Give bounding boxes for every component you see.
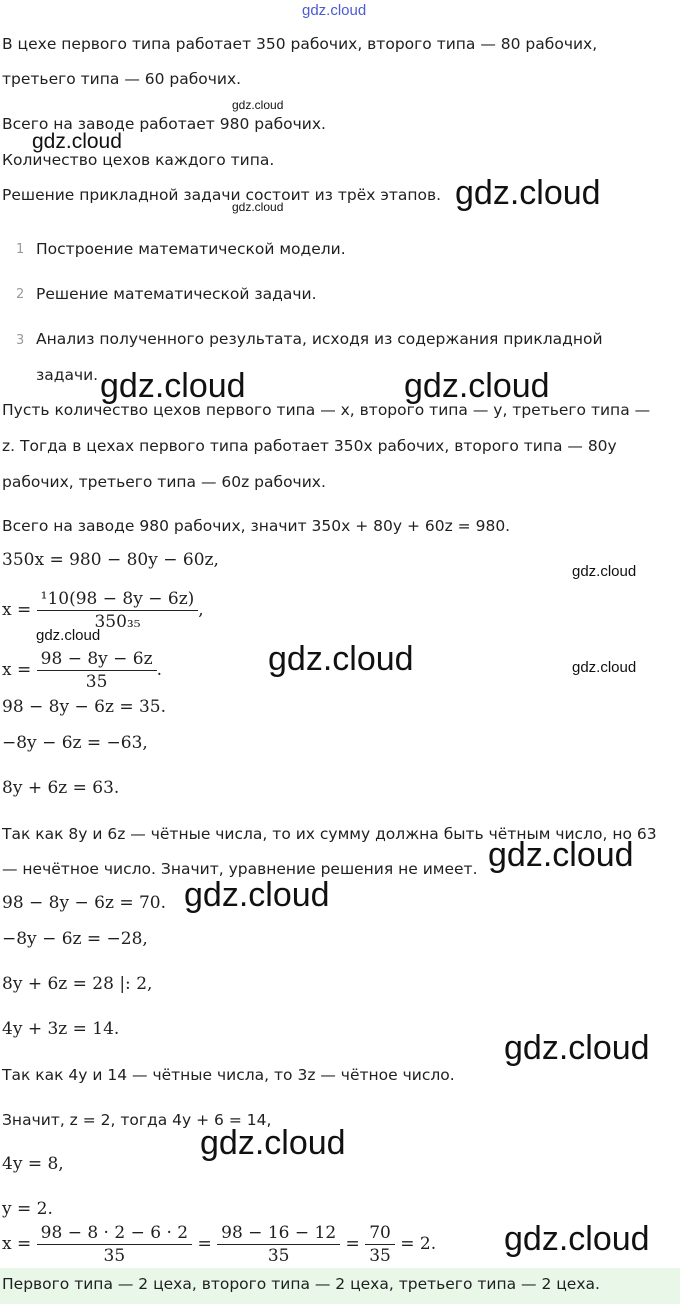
watermark: gdz.cloud bbox=[232, 98, 284, 112]
fraction-equation: x = $\frac{\text{¹10(98 − 8y − 6z)}}{\text{350₃₅}}$ , bbox=[2, 589, 204, 632]
fraction-denominator: 35 bbox=[267, 1246, 290, 1266]
answer-box bbox=[0, 1268, 680, 1304]
equation-line: 350x = 980 − 80y − 60z, bbox=[2, 550, 219, 570]
watermark: gdz.cloud bbox=[404, 367, 550, 405]
watermark: gdz.cloud bbox=[200, 1124, 346, 1162]
watermark: gdz.cloud bbox=[36, 627, 101, 644]
fraction-equation: x = $\frac{98 - 8y - 6z}{35}$ . bbox=[2, 649, 162, 692]
step-item-continued: задачи. bbox=[36, 366, 99, 384]
problem-text-line: В цехе первого типа работает 350 рабочих, второго типа — 80 рабочих, bbox=[2, 35, 598, 53]
fraction bbox=[217, 1222, 340, 1267]
reasoning-text: Значит, z = 2, тогда 4y + 6 = 14, bbox=[2, 1111, 272, 1129]
equation-line: 8y + 6z = 28 |: 2, bbox=[2, 974, 153, 994]
watermark: gdz.cloud bbox=[572, 563, 637, 580]
step-item: Решение математической задачи. bbox=[36, 285, 317, 303]
reasoning-text: Так как 8y и 6z — чётные числа, то их сумму должна быть чётным число, но 63 bbox=[2, 825, 657, 843]
solution-text-line: Пусть количество цехов первого типа — x, второго типа — y, третьего типа — bbox=[2, 401, 651, 419]
solution-text-line: рабочих, третьего типа — 60z рабочих. bbox=[2, 473, 326, 491]
reasoning-text: — нечётное число. Значит, уравнение решения не имеет. bbox=[2, 860, 478, 878]
equation-line: 98 − 8y − 6z = 35. bbox=[2, 697, 167, 717]
step-number: 2 bbox=[16, 287, 25, 302]
watermark: gdz.cloud bbox=[455, 174, 601, 212]
equation-line: y = 2. bbox=[2, 1199, 53, 1219]
equation-line: 8y + 6z = 63. bbox=[2, 778, 120, 798]
watermark: gdz.cloud bbox=[572, 659, 637, 676]
problem-text-line: третьего типа — 60 рабочих. bbox=[2, 70, 242, 88]
total-workers-text: Всего на заводе работает 980 рабочих. bbox=[2, 115, 326, 133]
watermark: gdz.cloud bbox=[184, 876, 330, 914]
equation-lhs: x = bbox=[2, 1234, 32, 1254]
fraction bbox=[365, 1222, 395, 1267]
step-item: Анализ полученного результата, исходя из содержания прикладной bbox=[36, 330, 603, 348]
fraction-denominator: 35 bbox=[369, 1246, 391, 1266]
equation-line: 4y = 8, bbox=[2, 1154, 64, 1174]
fraction-numerator: 98 − 8y − 6z bbox=[37, 648, 157, 671]
equation-lhs: x = bbox=[2, 660, 32, 680]
step-item: Построение математической модели. bbox=[36, 240, 346, 258]
equation-lhs: x = bbox=[2, 600, 32, 620]
fraction-numerator: 98 − 16 − 12 bbox=[217, 1222, 340, 1245]
fraction-numerator: 70 bbox=[365, 1222, 395, 1245]
step-number: 1 bbox=[16, 242, 25, 257]
fraction-numerator: 98 − 8 · 2 − 6 · 2 bbox=[37, 1222, 192, 1245]
step-number: 3 bbox=[16, 333, 25, 348]
reasoning-text: Так как 4y и 14 — чётные числа, то 3z — чётное число. bbox=[2, 1066, 455, 1084]
site-link[interactable]: gdz.cloud bbox=[302, 2, 367, 19]
stages-intro: Решение прикладной задачи состоит из трёх этапов. bbox=[2, 186, 442, 204]
watermark: gdz.cloud bbox=[504, 1220, 650, 1258]
fraction bbox=[37, 648, 157, 693]
watermark: gdz.cloud bbox=[232, 200, 284, 214]
watermark: gdz.cloud bbox=[504, 1029, 650, 1067]
answer-text: Первого типа — 2 цеха, второго типа — 2 цеха, третьего типа — 2 цеха. bbox=[2, 1275, 600, 1293]
fraction-numerator: ¹10(98 − 8y − 6z) bbox=[37, 588, 199, 611]
equation-line: −8y − 6z = −28, bbox=[2, 929, 148, 949]
equation-line: 4y + 3z = 14. bbox=[2, 1019, 120, 1039]
fraction-denominator: 35 bbox=[103, 1246, 126, 1266]
solution-text-line: z. Тогда в цехах первого типа работает 350x рабочих, второго типа — 80y bbox=[2, 437, 617, 455]
equation-line: 98 − 8y − 6z = 70. bbox=[2, 893, 167, 913]
watermark: gdz.cloud bbox=[488, 836, 634, 874]
watermark: gdz.cloud bbox=[100, 367, 246, 405]
fraction-denominator: 350₃₅ bbox=[94, 612, 141, 632]
fraction-denominator: 35 bbox=[85, 672, 108, 692]
question-text: Количество цехов каждого типа. bbox=[2, 151, 275, 169]
equation-line: −8y − 6z = −63, bbox=[2, 733, 148, 753]
equation-result: = 2. bbox=[400, 1234, 437, 1254]
watermark: gdz.cloud bbox=[268, 640, 414, 678]
fraction bbox=[37, 1222, 192, 1267]
final-fraction-equation: x = $\frac{98 - 8 \cdot 2 - 6 \cdot 2}{35}$ = $\frac{98 - 16 - 12}{35}$ = $\frac{70}{35}$ = 2. bbox=[2, 1223, 437, 1266]
equation-statement: Всего на заводе 980 рабочих, значит 350x + 80y + 60z = 980. bbox=[2, 517, 511, 535]
watermark: gdz.cloud bbox=[32, 130, 122, 153]
